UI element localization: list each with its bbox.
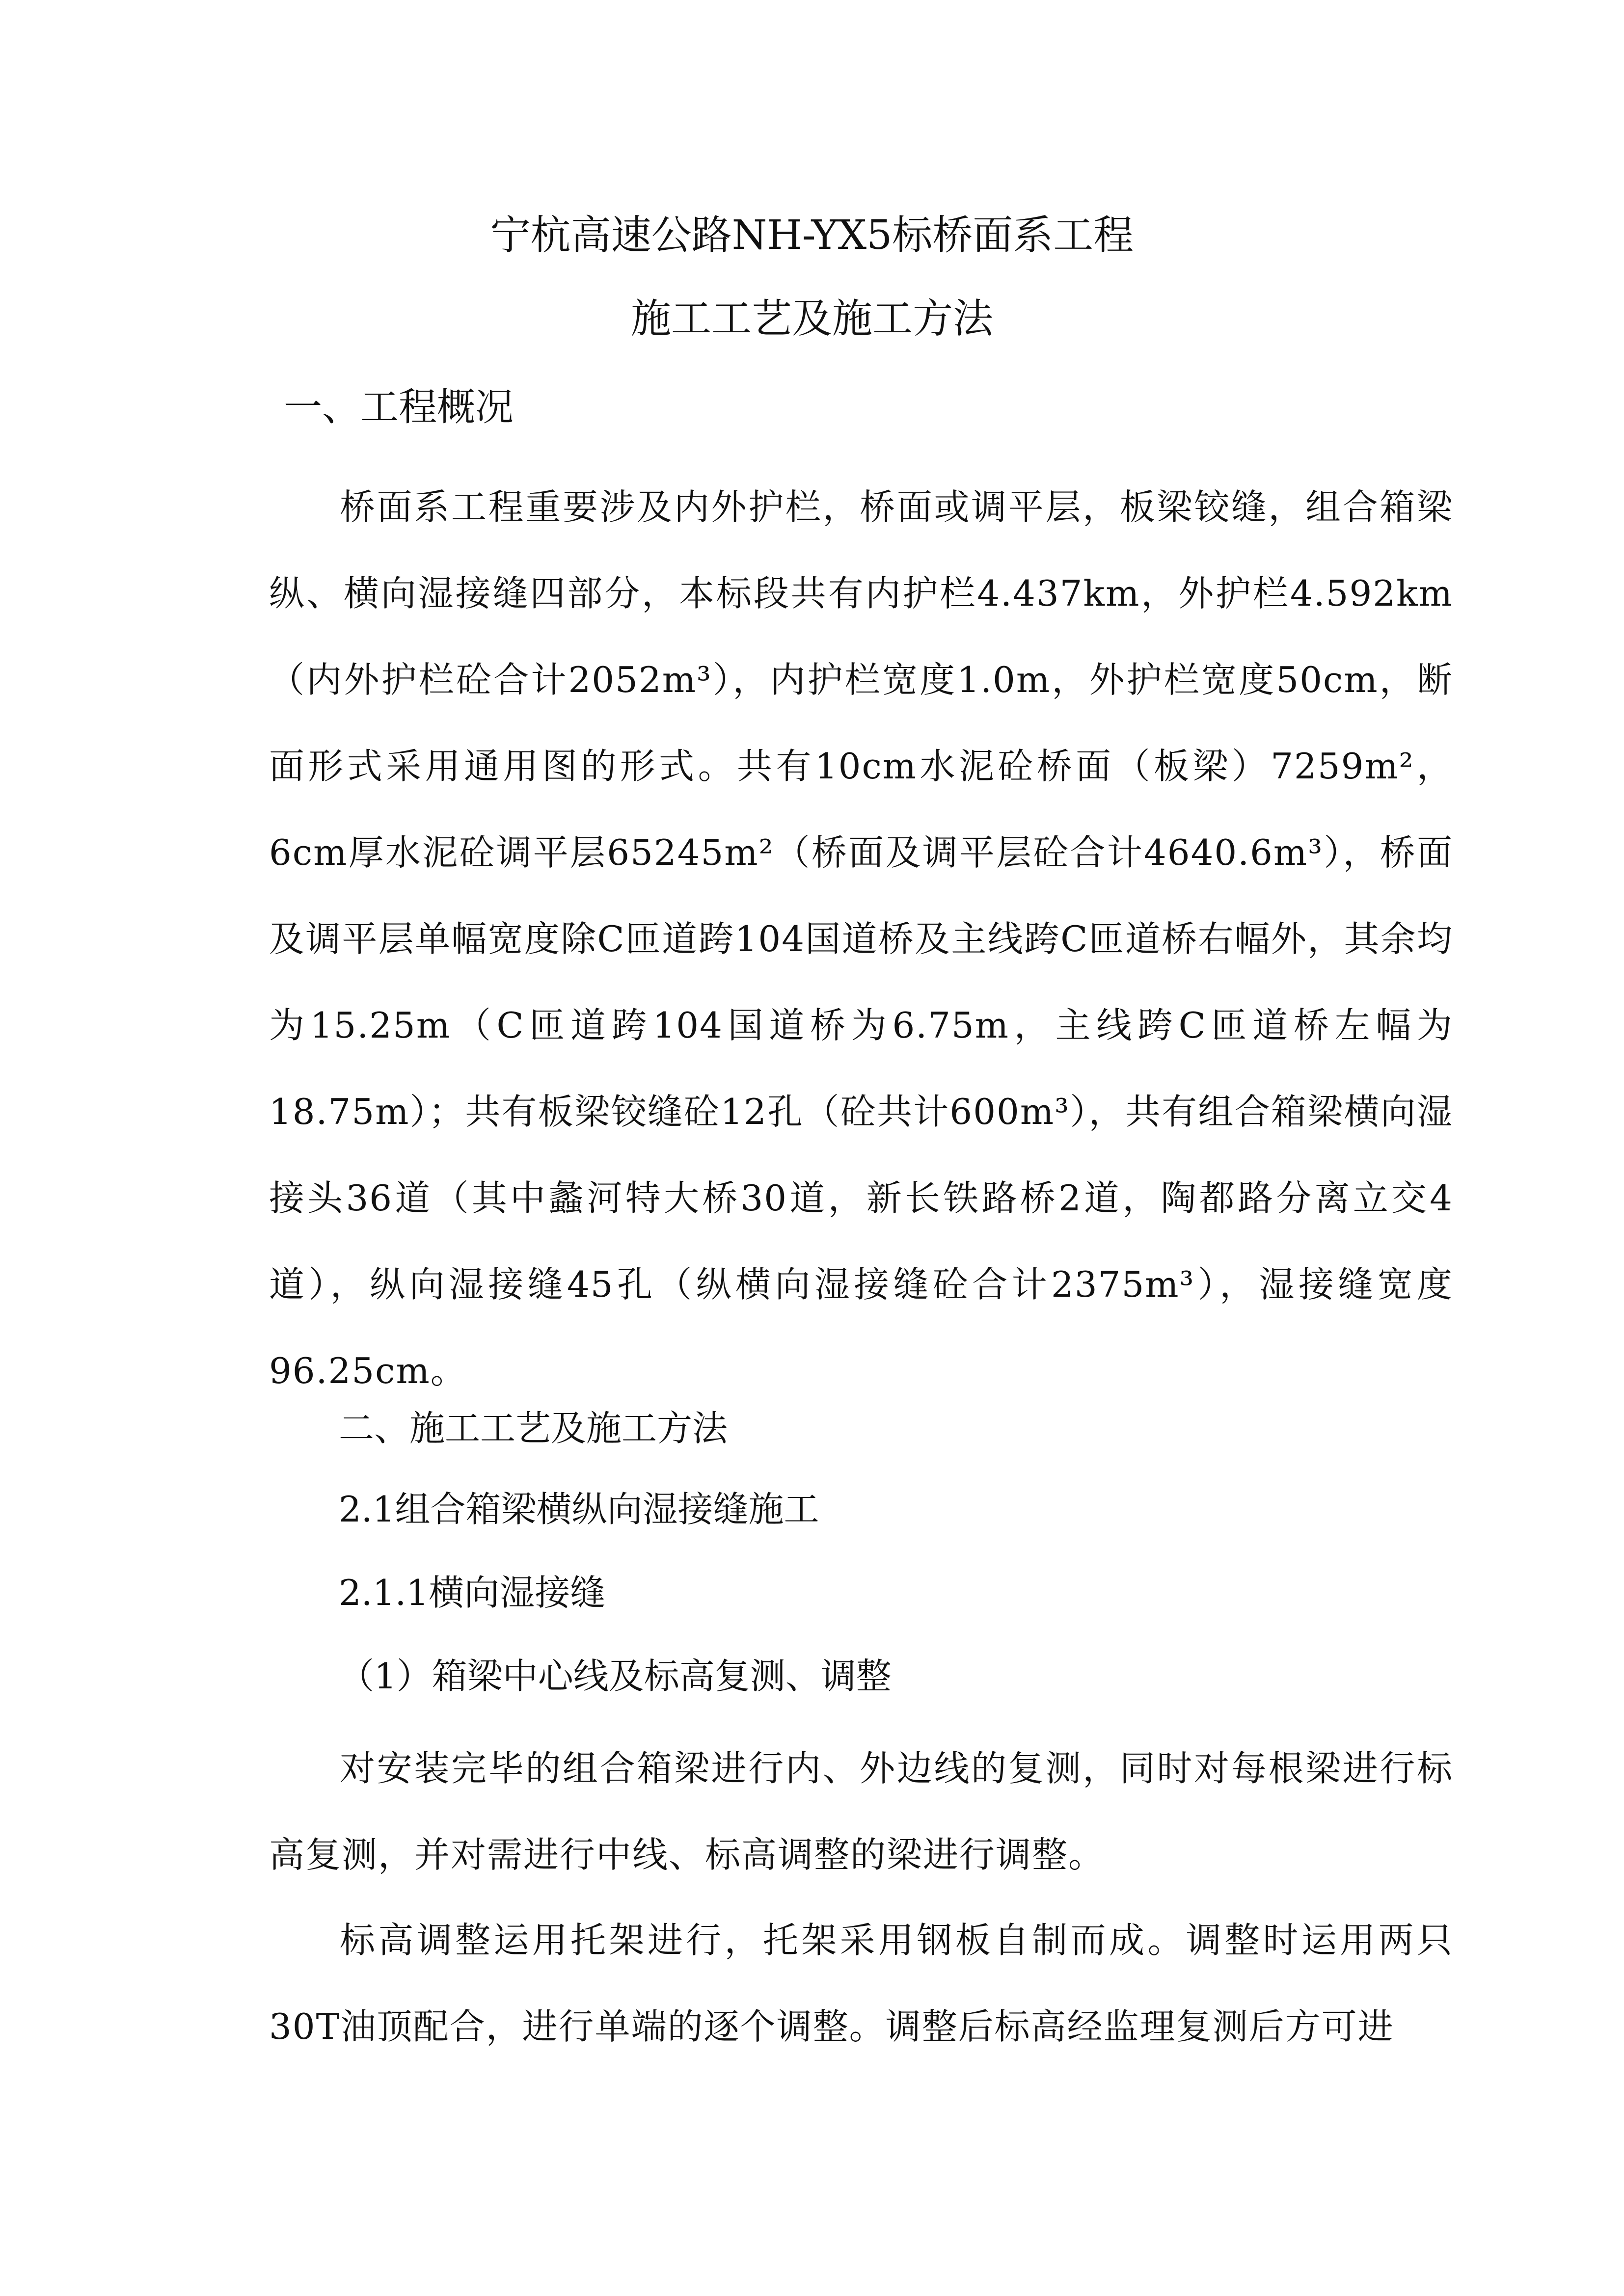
document-title-line2: 施工工艺及施工方法 bbox=[630, 295, 993, 342]
paragraph-3: 标高调整运用托架进行，托架采用钢板自制而成。调整时运用两只30T油顶配合，进行单端的逐个调整。调整后标高经监理复测后方可进 bbox=[269, 1920, 1453, 2047]
section2-heading: 二、施工工艺及施工方法 bbox=[339, 1408, 728, 1449]
item-1-heading: （1）箱梁中心线及标高复测、调整 bbox=[339, 1655, 892, 1697]
paragraph-2: 对安装完毕的组合箱梁进行内、外边线的复测，同时对每根梁进行标高复测，并对需进行中线、标高调整的梁进行调整。 bbox=[269, 1748, 1453, 1875]
subsection-2-1-1-heading: 2.1.1横向湿接缝 bbox=[339, 1572, 606, 1613]
subsection-2-1-heading: 2.1组合箱梁横纵向湿接缝施工 bbox=[339, 1489, 819, 1530]
document-title-line1: 宁杭高速公路NH-YX5标桥面系工程 bbox=[490, 212, 1134, 259]
section1-heading: 一、工程概况 bbox=[284, 385, 514, 429]
section1-paragraph: 桥面系工程重要涉及内外护栏，桥面或调平层，板梁铰缝，组合箱梁纵、横向湿接缝四部分，本标段共有内护栏4.437km，外护栏4.592km（内外护栏砼合计2052m³），内护栏宽度1.0m，外护栏宽度50cm，断面形式采用通用图的形式。共有10cm水泥砼桥面（板梁）7259m²，6cm厚水泥砼调平层65245m²（桥面及调平层砼合计4640.6m³），桥面及调平层单幅宽度除C匝道跨104国道桥及主线跨C匝道桥右幅外，其余均为15.25m（C匝道跨104国道桥为6.75m，主线跨C匝道桥左幅为18.75m）；共有板梁铰缝砼12孔（砼共计600m³），共有组合箱梁横向湿接头36道（其中蠡河特大桥30道，新长铁路桥2道，陶都路分离立交4道），纵向湿接缝45孔（纵横向湿接缝砼合计2375m³），湿接缝宽度96.25cm。 bbox=[269, 486, 1453, 1391]
